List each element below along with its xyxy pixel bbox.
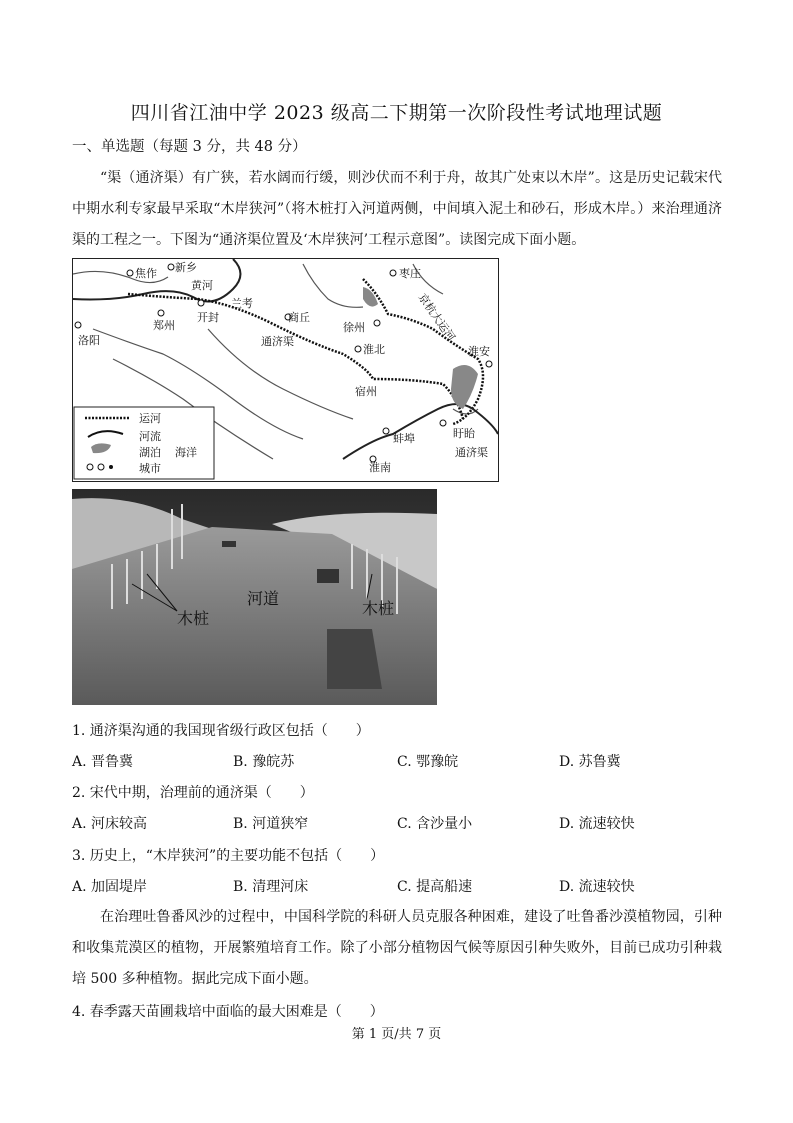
map-label: 洛阳 xyxy=(78,334,100,347)
q3-option-c[interactable]: C. 提高船速 xyxy=(397,879,473,895)
legend-sea: 海洋 xyxy=(175,446,197,459)
map-label: 枣庄 xyxy=(399,267,421,280)
page-title: 四川省江油中学 2023 级高二下期第一次阶段性考试地理试题 xyxy=(130,102,663,124)
map-label: 盱眙 xyxy=(453,427,475,440)
map-label: 新乡 xyxy=(175,261,197,274)
map-label: 通济渠 xyxy=(455,446,488,459)
map-label: 淮安 xyxy=(468,345,490,358)
river-illustration xyxy=(72,489,437,705)
pile-label-left: 木桩 xyxy=(177,609,210,628)
map-label: 郑州 xyxy=(153,319,175,332)
q1-option-c[interactable]: C. 鄂豫皖 xyxy=(397,754,459,770)
map-legend xyxy=(74,407,214,479)
map-label: 徐州 xyxy=(343,321,365,334)
map-label: 淮南 xyxy=(369,461,391,474)
legend-city: 城市 xyxy=(139,462,161,475)
q3-option-d[interactable]: D. 流速较快 xyxy=(559,879,635,895)
legend-lake: 湖泊 xyxy=(139,446,161,459)
map-label: 蚌埠 xyxy=(393,432,415,445)
passage-1: “渠（通济渠）有广狭，若水阔而行缓，则沙伏而不利于舟，故其广处束以木岸”。这是历史记载宋代中期水利专家最早采取“木岸狭河”（将木桩打入河道两侧，中间填入泥土和砂石，形成木岸。）来治理通济渠的工程之一。下图为“通济渠位置及‘木岸狭河’工程示意图”。读图完成下面小题。 xyxy=(72,170,722,248)
pile-label-right: 木桩 xyxy=(362,599,395,618)
q2-option-c[interactable]: C. 含沙量小 xyxy=(397,816,473,832)
page-footer: 第 1 页/共 7 页 xyxy=(351,1027,442,1042)
legend-canal: 运河 xyxy=(139,412,161,425)
q1-option-d[interactable]: D. 苏鲁冀 xyxy=(559,754,621,770)
q2-option-a[interactable]: A. 河床较高 xyxy=(72,816,148,832)
map-label: 开封 xyxy=(197,311,219,324)
q1-option-a[interactable]: A. 晋鲁冀 xyxy=(72,754,134,770)
map-label: 兰考 xyxy=(231,297,253,310)
q3-option-a[interactable]: A. 加固堤岸 xyxy=(72,879,148,895)
section-heading: 一、单选题（每题 3 分，共 48 分） xyxy=(72,139,307,155)
question-2: 2. 宋代中期，治理前的通济渠（ ） xyxy=(72,785,314,801)
question-1: 1. 通济渠沟通的我国现省级行政区包括（ ） xyxy=(72,723,370,739)
q2-option-d[interactable]: D. 流速较快 xyxy=(559,816,635,832)
map-figure xyxy=(72,258,499,482)
q2-option-b[interactable]: B. 河道狭窄 xyxy=(233,816,309,832)
channel-label: 河道 xyxy=(247,589,280,608)
map-label: 焦作 xyxy=(135,267,157,280)
map-label: 黄河 xyxy=(191,279,213,292)
legend-river: 河流 xyxy=(139,430,161,443)
map-label: 宿州 xyxy=(355,385,377,398)
passage-2: 在治理吐鲁番风沙的过程中，中国科学院的科研人员克服各种困难，建设了吐鲁番沙漠植物园，引种和收集荒漠区的植物，开展繁殖培育工作。除了小部分植物因气候等原因引种失败外，目前已成功引种栽培 500 多种植物。据此完成下面小题。 xyxy=(72,909,722,987)
map-label: 商丘 xyxy=(288,311,310,324)
map-label: 京杭大运河 xyxy=(415,291,458,344)
question-3: 3. 历史上，“木岸狭河”的主要功能不包括（ ） xyxy=(72,848,385,864)
q1-option-b[interactable]: B. 豫皖苏 xyxy=(233,754,295,770)
map-label: 通济渠 xyxy=(261,335,294,348)
map-label: 淮北 xyxy=(363,343,385,356)
question-4: 4. 春季露天苗圃栽培中面临的最大困难是（ ） xyxy=(72,1004,384,1020)
q3-option-b[interactable]: B. 清理河床 xyxy=(233,879,309,895)
